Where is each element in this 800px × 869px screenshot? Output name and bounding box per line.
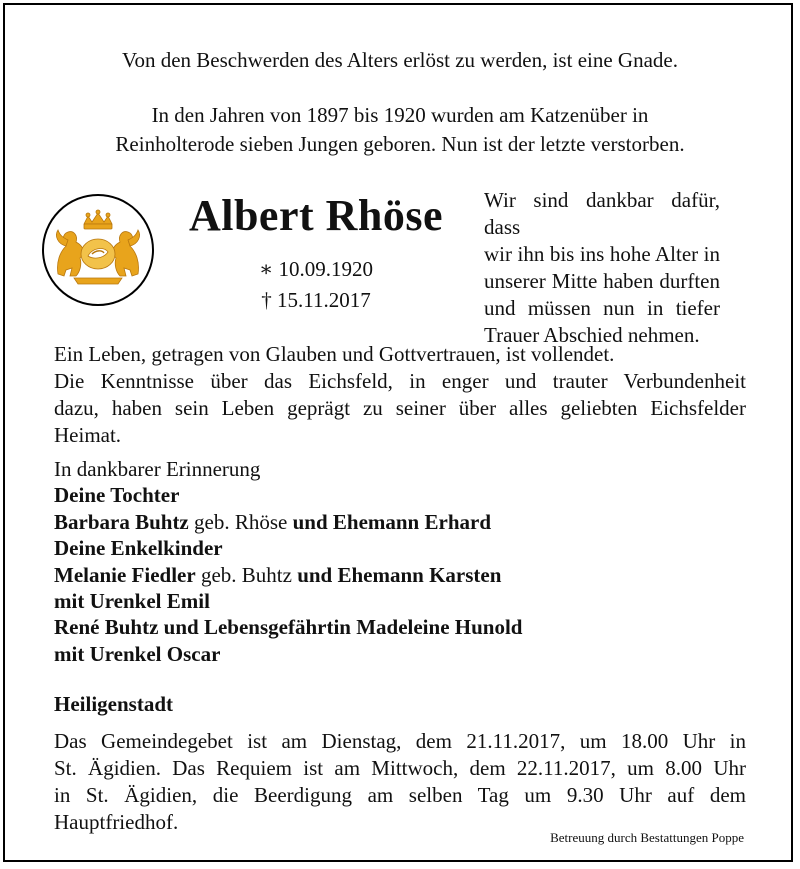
thanks-line: Trauer Abschied nehmen.	[484, 323, 700, 347]
life-line: Die Kenntnisse über das Eichsfeld, in enger und trauter Verbundenheit	[54, 369, 746, 393]
funeral-home-credit: Betreuung durch Bestattungen Poppe	[550, 830, 744, 845]
birth-star-icon: ∗	[258, 257, 274, 281]
crest-emblem	[42, 194, 154, 306]
mourners-list	[54, 456, 746, 667]
thanks-line: und müssen nun in tiefer	[484, 296, 720, 320]
birth-date: 10.09.1920	[278, 257, 374, 281]
deceased-name: Albert Rhöse	[188, 191, 444, 240]
grandchildren-heading: Deine Enkelkinder	[54, 536, 223, 561]
life-line: Heimat.	[54, 423, 122, 447]
life-line: dazu, haben sein Leben geprägt zu seiner über alles geliebten Eichsfelder	[54, 396, 746, 420]
daughter-spouse: und Ehemann Erhard	[292, 509, 491, 534]
daughter-heading: Deine Tochter	[54, 483, 180, 508]
service-line: Das Gemeindegebet ist am Dienstag, dem 21.11.2017, um 18.00 Uhr in	[54, 729, 746, 753]
service-line: in St. Ägidien, die Beerdigung am selben Tag um 9.30 Uhr auf dem	[54, 783, 746, 807]
death-date-line	[166, 286, 466, 314]
death-date: 15.11.2017	[277, 288, 371, 312]
daughter-nee: geb. Rhöse	[194, 509, 288, 534]
life-line: Ein Leben, getragen von Glauben und Gottvertrauen, ist vollendet.	[54, 342, 615, 366]
intro-line: In den Jahren von 1897 bis 1920 wurden am Katzenüber in	[151, 103, 649, 127]
intro-text	[0, 101, 800, 159]
life-text	[54, 341, 746, 449]
place-heading: Heiligenstadt	[54, 692, 173, 716]
great-grandchild-entry: mit Urenkel Oscar	[54, 641, 221, 666]
service-line: St. Ägidien. Das Requiem ist am Mittwoch, dem 22.11.2017, um 8.00 Uhr	[54, 756, 746, 780]
service-line: Hauptfriedhof.	[54, 810, 179, 834]
service-text	[54, 728, 746, 836]
grandchild-entry: René Buhtz und Lebensgefährtin Madeleine Hunold	[54, 615, 523, 640]
mourners-intro: In dankbarer Erinnerung	[54, 457, 261, 481]
grandchild-entry	[54, 562, 746, 588]
heraldic-lions-crest-icon	[44, 196, 152, 304]
grandchild-spouse: und Ehemann Karsten	[297, 562, 502, 587]
grandchild-nee: geb. Buhtz	[200, 562, 292, 587]
intro-line: Reinholterode sieben Jungen geboren. Nun ist der letzte verstorben.	[115, 132, 685, 156]
thanks-line: wir ihn bis ins hohe Alter in	[484, 242, 720, 266]
death-cross-icon: †	[261, 288, 272, 312]
daughter-name: Barbara Buhtz	[54, 509, 189, 534]
great-grandchild-entry: mit Urenkel Emil	[54, 589, 210, 614]
birth-date-line	[166, 255, 466, 283]
thanks-line: unserer Mitte haben durften	[484, 269, 720, 293]
opening-quote: Von den Beschwerden des Alters erlöst zu werden, ist eine Gnade.	[122, 48, 678, 72]
thanks-text	[484, 187, 720, 349]
grandchild-name: Melanie Fiedler	[54, 562, 196, 587]
thanks-line: Wir sind dankbar dafür, dass	[484, 188, 720, 239]
daughter-entry	[54, 509, 746, 535]
